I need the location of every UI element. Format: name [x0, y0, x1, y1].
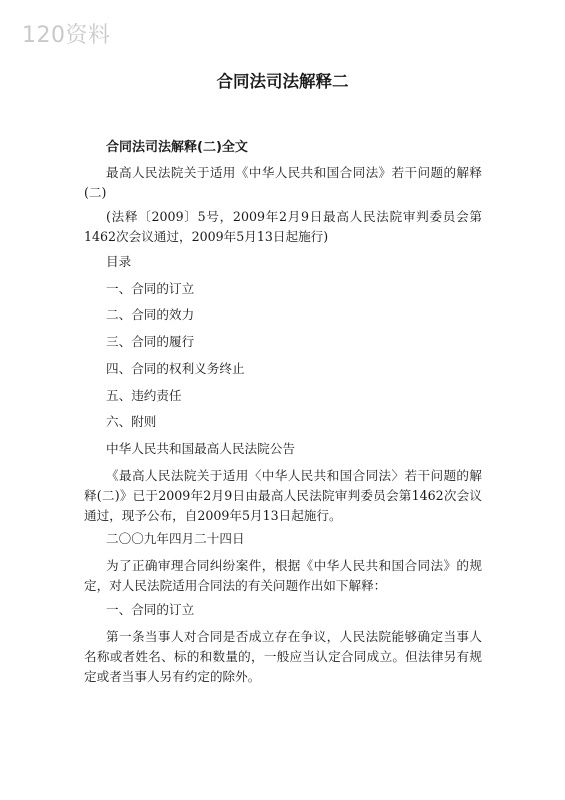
toc-item-4: 四、合同的权利义务终止	[106, 361, 245, 376]
toc-item-3: 三、合同的履行	[106, 334, 195, 349]
toc-item-5: 五、违约责任	[106, 388, 182, 403]
watermark-logo: 120资料	[22, 23, 111, 48]
paragraph-preamble: 为了正确审理合同纠纷案件，根据《中华人民共和国合同法》的规定，对人民法院适用合同法的有关问题作出如下解释：	[84, 558, 482, 593]
paragraph-announcement-heading: 中华人民共和国最高人民法院公告	[106, 441, 295, 456]
toc-item-1: 一、合同的订立	[106, 281, 195, 296]
document-title: 合同法司法解释二	[216, 72, 349, 91]
paragraph-article-1: 第一条当事人对合同是否成立存在争议，人民法院能够确定当事人名称或者姓名、标的和数量的，一般应当认定合同成立。但法律另有规定或者当事人另有约定的除外。	[84, 629, 482, 684]
paragraph-interpretation-title: 最高人民法院关于适用《中华人民共和国合同法》若干问题的解释(二)	[84, 165, 482, 200]
paragraph-issuance-info: (法释〔2009〕5号，2009年2月9日最高人民法院审判委员会第1462次会议通过，2009年5月13日起施行)	[84, 209, 482, 244]
toc-item-6: 六、附则	[106, 414, 157, 429]
paragraph-announcement-body: 《最高人民法院关于适用〈中华人民共和国合同法〉若干问题的解释(二)》已于2009年2月9日由最高人民法院审判委员会第1462次会议通过，现予公布，自2009年5月13日起施行。	[84, 468, 482, 523]
paragraph-announcement-date: 二〇〇九年四月二十四日	[106, 531, 245, 546]
section-heading-1: 一、合同的订立	[106, 602, 195, 617]
toc-item-2: 二、合同的效力	[106, 307, 195, 322]
paragraph-toc-heading: 目录	[106, 254, 132, 269]
document-subtitle: 合同法司法解释(二)全文	[106, 140, 248, 155]
